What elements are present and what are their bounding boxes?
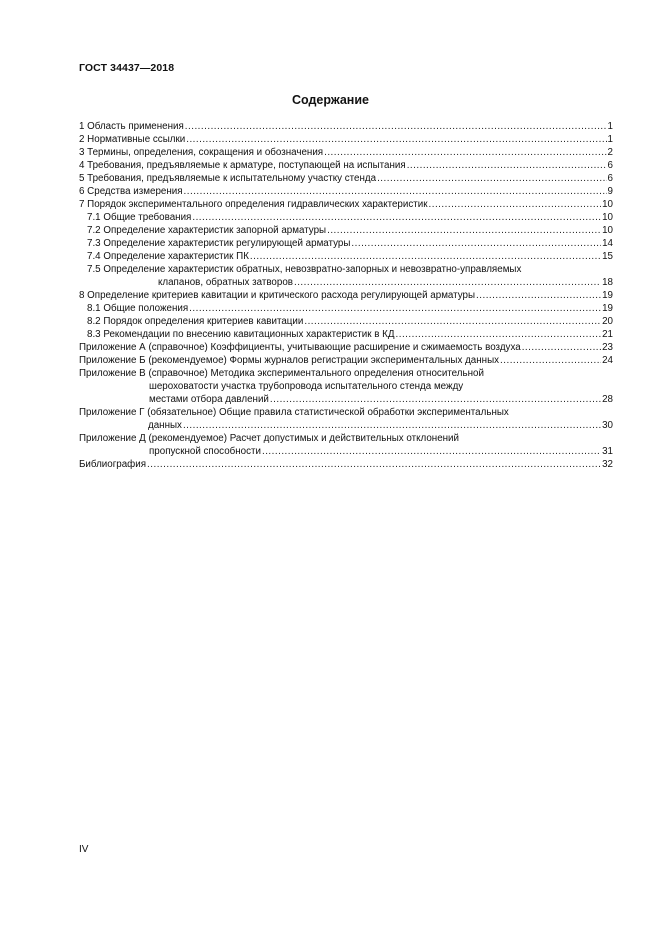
toc-entry-title: 5 Требования, предъявляемые к испытательному участку стенда xyxy=(79,173,377,184)
toc-entry-page: 31 xyxy=(602,446,613,457)
toc-entry-appendix-v[interactable] xyxy=(79,367,613,406)
toc-entry-page: 24 xyxy=(602,355,613,366)
dot-leader xyxy=(250,250,601,263)
toc-entry-7-1[interactable] xyxy=(79,211,613,224)
dot-leader xyxy=(185,120,607,133)
toc-entry-page: 1 xyxy=(607,121,613,132)
toc-entry-bibliography[interactable] xyxy=(79,458,613,471)
toc-entry-title: 8.1 Общие положения xyxy=(87,303,189,314)
toc-entry-7-5[interactable] xyxy=(79,263,613,289)
toc-entry-title: 7 Порядок экспериментального определения гидравлических характеристик xyxy=(79,199,428,210)
toc-entry-title: Приложение Д (рекомендуемое) Расчет допустимых и действительных отклонений xyxy=(79,433,459,444)
toc-entry-page: 30 xyxy=(602,420,613,431)
toc-entry-page: 21 xyxy=(602,329,613,340)
dot-leader xyxy=(262,445,601,458)
toc-entry-7-3[interactable] xyxy=(79,237,613,250)
toc-entry-4[interactable] xyxy=(79,159,613,172)
toc-entry-title: Приложение Б (рекомендуемое) Формы журналов регистрации экспериментальных данных xyxy=(79,355,500,366)
toc-entry-page: 9 xyxy=(607,186,613,197)
toc-entry-title: 7.1 Общие требования xyxy=(87,212,192,223)
toc-entry-8-1[interactable] xyxy=(79,302,613,315)
toc-entry-title-continued: местами отбора давлений xyxy=(149,394,269,405)
toc-entry-appendix-a[interactable] xyxy=(79,341,613,354)
dot-leader xyxy=(407,159,607,172)
toc-entry-title: Приложение А (справочное) Коэффициенты, учитывающие расширение и сжимаемость воздуха xyxy=(79,342,521,353)
toc-entry-6[interactable] xyxy=(79,185,613,198)
dot-leader xyxy=(396,328,602,341)
dot-leader xyxy=(351,237,601,250)
dot-leader xyxy=(429,198,602,211)
toc-entry-page: 32 xyxy=(602,459,613,470)
dot-leader xyxy=(294,276,601,289)
dot-leader xyxy=(147,458,601,471)
toc-entry-title: 1 Область применения xyxy=(79,121,184,132)
dot-leader xyxy=(500,354,601,367)
toc-entry-appendix-b[interactable] xyxy=(79,354,613,367)
toc-entry-title-continued: шероховатости участка трубопровода испытательного стенда между xyxy=(149,381,464,392)
toc-entry-title: 7.3 Определение характеристик регулирующей арматуры xyxy=(87,238,351,249)
document-code: ГОСТ 34437—2018 xyxy=(79,62,175,74)
toc-entry-7-2[interactable] xyxy=(79,224,613,237)
toc-entry-title: 8 Определение критериев кавитации и критического расхода регулирующей арматуры xyxy=(79,290,476,301)
toc-entry-2[interactable] xyxy=(79,133,613,146)
toc-entry-8-2[interactable] xyxy=(79,315,613,328)
toc-entry-page: 19 xyxy=(602,303,613,314)
toc-entry-title: 4 Требования, предъявляемые к арматуре, поступающей на испытания xyxy=(79,160,406,171)
dot-leader xyxy=(189,302,601,315)
table-of-contents xyxy=(79,120,613,471)
toc-entry-8-3[interactable] xyxy=(79,328,613,341)
toc-entry-8[interactable] xyxy=(79,289,613,302)
toc-entry-3[interactable] xyxy=(79,146,613,159)
toc-entry-title: 7.5 Определение характеристик обратных, невозвратно-запорных и невозвратно-управляемых xyxy=(87,264,522,275)
page-number: IV xyxy=(79,844,89,855)
toc-entry-page: 19 xyxy=(602,290,613,301)
toc-entry-page: 10 xyxy=(602,199,613,210)
dot-leader xyxy=(476,289,601,302)
toc-entry-page: 1 xyxy=(607,134,613,145)
toc-entry-title: Приложение Г (обязательное) Общие правила статистической обработки экспериментальных xyxy=(79,407,509,418)
toc-entry-title: 8.2 Порядок определения критериев кавитации xyxy=(87,316,304,327)
toc-entry-title: Библиография xyxy=(79,459,147,470)
toc-entry-appendix-d[interactable] xyxy=(79,432,613,458)
toc-entry-title-continued: пропускной способности xyxy=(149,446,261,457)
toc-entry-page: 14 xyxy=(602,238,613,249)
toc-entry-title: 8.3 Рекомендации по внесению кавитационных характеристик в КД xyxy=(87,329,395,340)
toc-entry-title-continued: данных xyxy=(148,420,182,431)
toc-entry-title: 7.4 Определение характеристик ПК xyxy=(87,251,249,262)
toc-entry-appendix-g[interactable] xyxy=(79,406,613,432)
dot-leader xyxy=(324,146,606,159)
dot-leader xyxy=(270,393,601,406)
toc-entry-page: 6 xyxy=(607,160,613,171)
toc-entry-7-4[interactable] xyxy=(79,250,613,263)
toc-entry-page: 2 xyxy=(607,147,613,158)
dot-leader xyxy=(327,224,601,237)
dot-leader xyxy=(183,419,601,432)
toc-entry-title-continued: клапанов, обратных затворов xyxy=(158,277,293,288)
dot-leader xyxy=(522,341,601,354)
toc-entry-page: 20 xyxy=(602,316,613,327)
toc-entry-page: 10 xyxy=(602,212,613,223)
dot-leader xyxy=(304,315,601,328)
toc-entry-title: Приложение В (справочное) Методика экспериментального определения относительной xyxy=(79,368,484,379)
toc-entry-page: 10 xyxy=(602,225,613,236)
dot-leader xyxy=(186,133,606,146)
dot-leader xyxy=(377,172,606,185)
toc-entry-5[interactable] xyxy=(79,172,613,185)
toc-entry-page: 15 xyxy=(602,251,613,262)
toc-entry-page: 28 xyxy=(602,394,613,405)
toc-entry-page: 18 xyxy=(602,277,613,288)
toc-title: Содержание xyxy=(291,93,369,107)
toc-entry-title: 3 Термины, определения, сокращения и обозначения xyxy=(79,147,324,158)
dot-leader xyxy=(184,185,607,198)
toc-entry-title: 6 Средства измерения xyxy=(79,186,183,197)
toc-entry-title: 7.2 Определение характеристик запорной арматуры xyxy=(87,225,327,236)
toc-entry-7[interactable] xyxy=(79,198,613,211)
dot-leader xyxy=(192,211,601,224)
toc-entry-title: 2 Нормативные ссылки xyxy=(79,134,186,145)
toc-entry-page: 6 xyxy=(607,173,613,184)
toc-entry-1[interactable] xyxy=(79,120,613,133)
toc-entry-page: 23 xyxy=(602,342,613,353)
